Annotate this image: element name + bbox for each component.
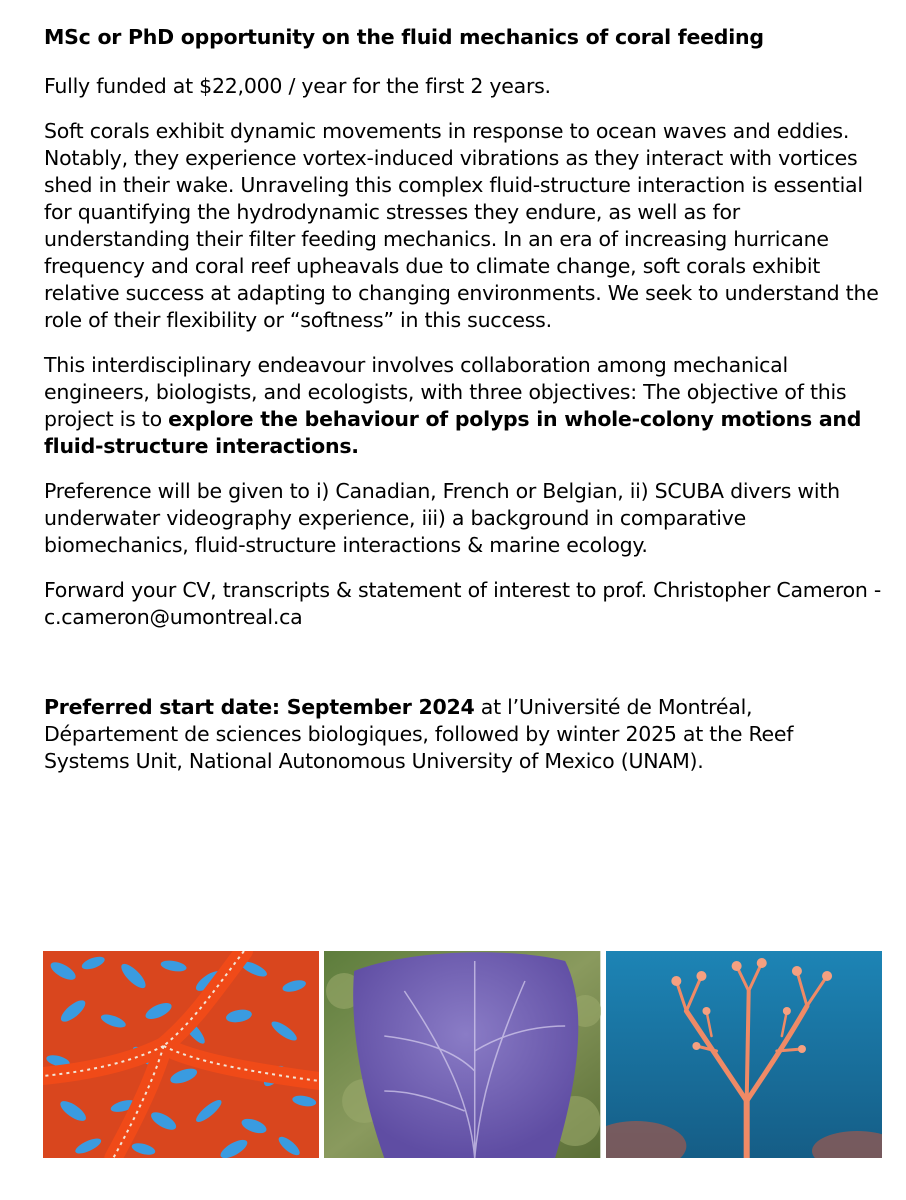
red-sea-fan-image xyxy=(43,951,319,1158)
photo-purple-sea-fan xyxy=(324,951,600,1158)
page-title: MSc or PhD opportunity on the fluid mechanics of coral feeding xyxy=(44,25,764,49)
job-posting xyxy=(44,24,884,793)
intro-paragraph: Soft corals exhibit dynamic movements in response to ocean waves and eddies. Notably, they experience vortex-induced vibrations as they interact with vortices shed in their wake. Unraveling this complex fluid-structure interaction is essential for quantifying the hydrodynamic stresses they endure, as well as for understanding their filter feeding mechanics. In an era of increasing hurricane frequency and coral reef upheavals due to climate change, soft corals exhibit relative success at adapting to changing environments. We seek to understand the role of their flexibility or “softness” in this success. xyxy=(44,119,879,332)
contact-paragraph: Forward your CV, transcripts & statement of interest to prof. Christopher Cameron - c.cameron@umontreal.ca xyxy=(44,578,882,629)
orange-coral-image xyxy=(606,951,882,1158)
objective-emphasis: explore the behaviour of polyps in whole-colony motions and fluid-structure interactions. xyxy=(44,407,862,458)
purple-sea-fan-image xyxy=(324,951,600,1158)
preference-paragraph: Preference will be given to i) Canadian, French or Belgian, ii) SCUBA divers with underwater videography experience, iii) a background in comparative biomechanics, fluid-structure interactions & marine ecology. xyxy=(44,479,840,557)
funding-text: Fully funded at $22,000 / year for the first 2 years. xyxy=(44,74,551,98)
objective-lead: This interdisciplinary endeavour involves collaboration among mechanical engineers, biologists, and ecologists, with three objectives: The objective of this project is to xyxy=(44,353,847,431)
start-details: at l’Université de Montréal, Département de sciences biologiques, followed by winter 2025 at the Reef Systems Unit, National Autonomous University of Mexico (UNAM). xyxy=(44,695,794,773)
coral-photo-gallery xyxy=(43,951,882,1158)
spacer xyxy=(44,649,884,694)
start-date-label: Preferred start date: September 2024 xyxy=(44,695,475,719)
photo-orange-coral xyxy=(606,951,882,1158)
start-paragraph xyxy=(44,694,884,775)
objective-paragraph xyxy=(44,352,884,460)
photo-red-sea-fan xyxy=(43,951,319,1158)
